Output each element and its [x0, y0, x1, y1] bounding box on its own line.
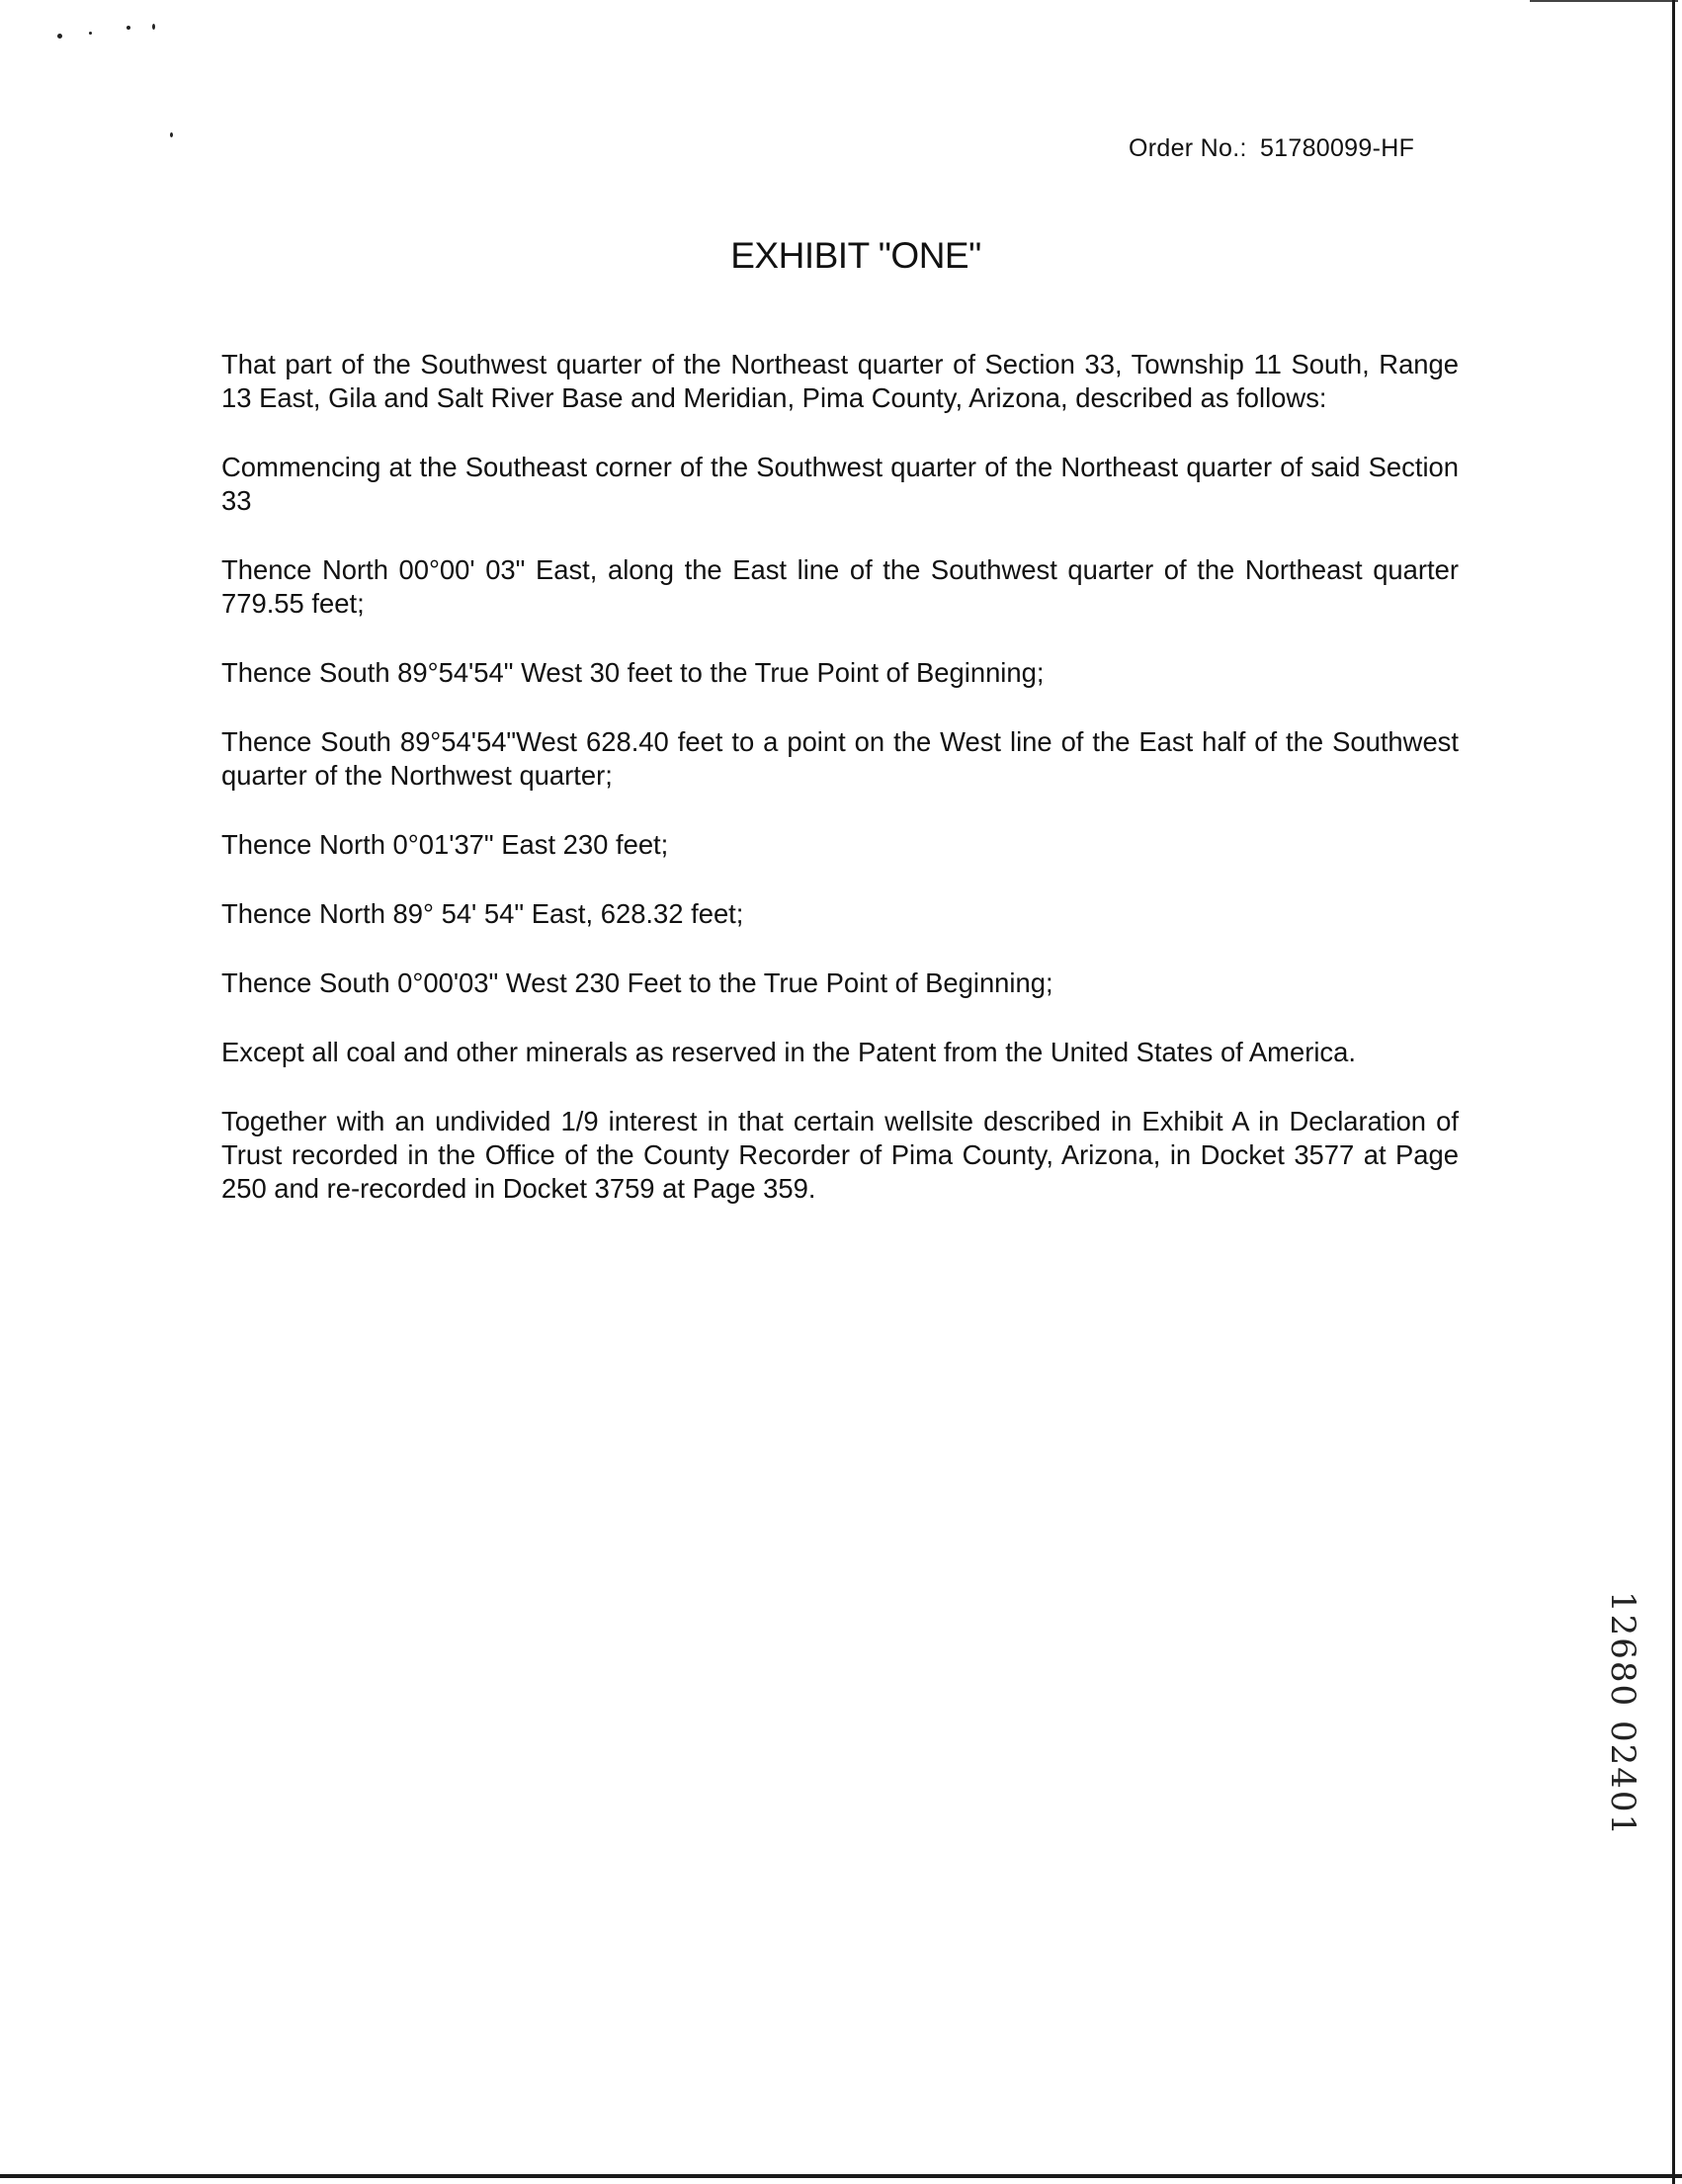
paragraph-course-3: Thence South 89°54'54"West 628.40 feet to a point on the West line of the East half of the Southwest quarter of the Northwest quarter;: [221, 726, 1459, 791]
scan-speck: [57, 34, 62, 39]
scan-edge-top: [1530, 0, 1678, 2]
scan-speck: [170, 132, 173, 137]
paragraph-course-5: Thence North 89° 54' 54" East, 628.32 feet;: [221, 898, 744, 929]
order-number: 51780099-HF: [1259, 134, 1415, 162]
scan-speck: [152, 24, 155, 30]
side-document-stamp: 12680 02401: [1603, 1591, 1642, 1838]
paragraph-course-1: Thence North 00°00' 03" East, along the East line of the Southwest quarter of the Northeast quarter 779.55 feet;: [221, 554, 1459, 619]
scan-edge-bottom: [0, 2174, 1682, 2178]
paragraph-course-2: Thence South 89°54'54" West 30 feet to the True Point of Beginning;: [221, 657, 1045, 688]
scan-speck: [89, 32, 92, 35]
scan-speck: [126, 26, 130, 30]
paragraph-course-6: Thence South 0°00'03" West 230 Feet to the True Point of Beginning;: [221, 967, 1053, 998]
paragraph-commencing: Commencing at the Southeast corner of the Southwest quarter of the Northeast quarter of said Section 33: [221, 452, 1459, 516]
paragraph-course-4: Thence North 0°01'37" East 230 feet;: [221, 829, 669, 860]
paragraph-together: Together with an undivided 1/9 interest in that certain wellsite described in Exhibit A in Declaration of Trust recorded in the Office of the County Recorder of Pima County, Arizona, in Docket 3577 at Page 250 and re-recorded in Docket 3759 at Page 359.: [221, 1106, 1459, 1204]
order-number-line: [1129, 134, 1414, 163]
paragraph-intro: That part of the Southwest quarter of the Northeast quarter of Section 33, Township 11 South, Range 13 East, Gila and Salt River Base and Meridian, Pima County, Arizona, described as follows:: [221, 349, 1459, 413]
order-label: Order No.:: [1129, 134, 1247, 162]
scan-edge-right: [1672, 0, 1675, 2184]
legal-description: [221, 348, 1459, 1241]
exhibit-title: EXHIBIT "ONE": [730, 235, 981, 276]
paragraph-exception: Except all coal and other minerals as reserved in the Patent from the United States of America.: [221, 1037, 1356, 1067]
